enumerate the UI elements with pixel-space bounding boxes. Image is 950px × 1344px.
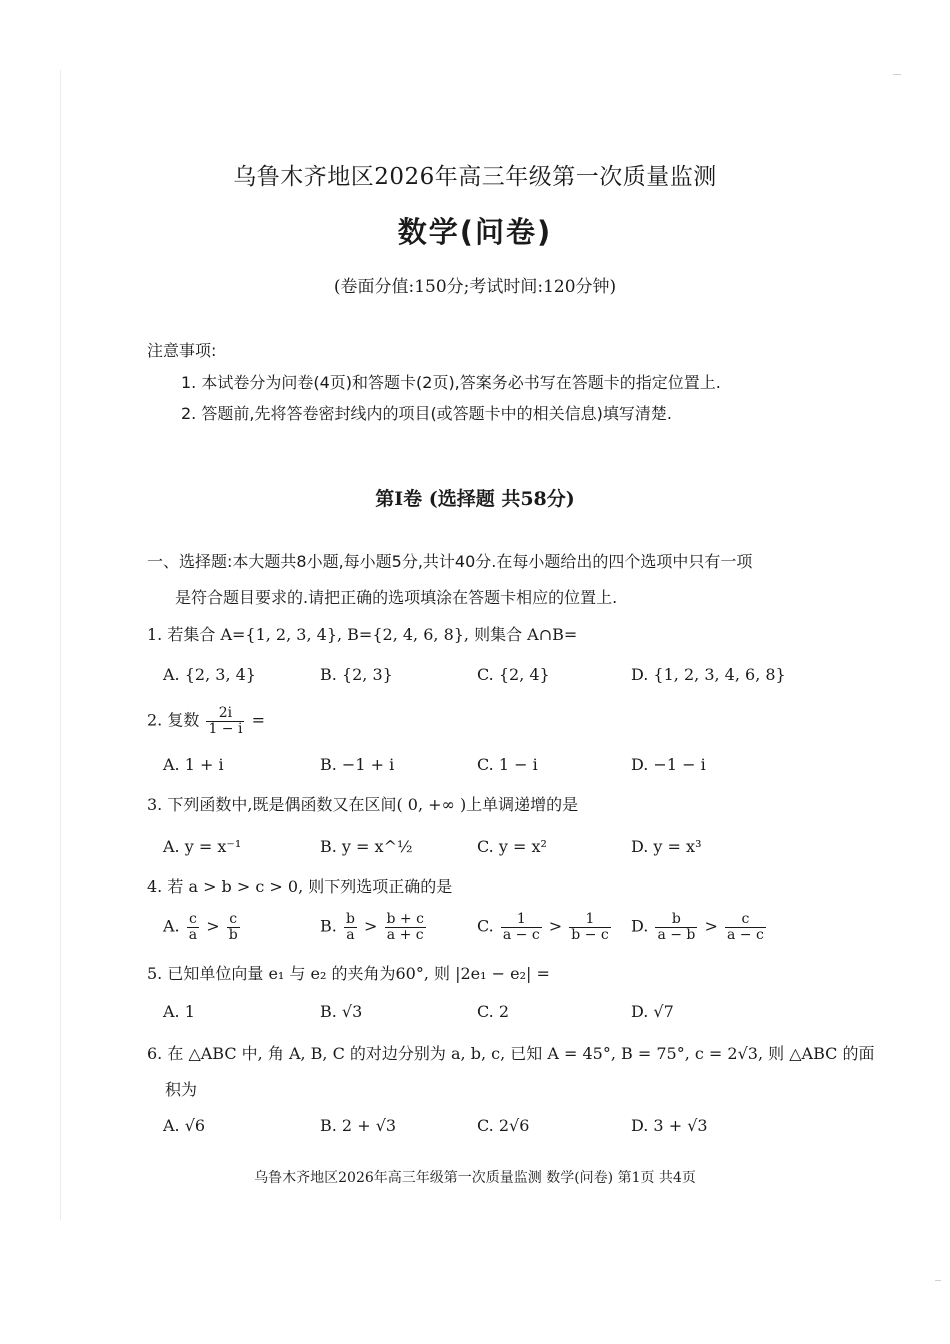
q2-fraction: [206, 706, 244, 736]
q4-option-a: [163, 912, 242, 942]
q3-option-d: D. y = x³: [631, 837, 702, 856]
q4-option-a-right-frac: [227, 912, 240, 942]
q6-option-b: B. 2 + √3: [320, 1116, 397, 1135]
q4-option-c-operator: >: [548, 916, 563, 936]
q5-option-d: D. √7: [631, 1002, 674, 1021]
question-5-stem: 5. 已知单位向量 e₁ 与 e₂ 的夹角为60°, 则 |2e₁ − e₂| =: [147, 964, 550, 983]
question-6-stem-line1: 6. 在 △ABC 中, 角 A, B, C 的对边分别为 a, b, c, 已知 A = 45°, B = 75°, c = 2√3, 则 △ABC 的面: [147, 1044, 875, 1063]
frac-denominator: b: [228, 926, 238, 943]
q4-option-d: [631, 912, 768, 942]
q5-option-b: B. √3: [320, 1002, 363, 1021]
q6-option-a: A. √6: [163, 1116, 206, 1135]
q4-option-a-operator: >: [206, 916, 220, 936]
q4-option-b: [320, 912, 428, 942]
frac-numerator: 1: [569, 912, 610, 928]
q1-option-b: B. {2, 3}: [320, 665, 393, 684]
q3-option-b: B. y = x^½: [320, 837, 413, 856]
question-1-stem: 1. 若集合 A={1, 2, 3, 4}, B={2, 4, 6, 8}, 则集合 A∩B=: [147, 625, 578, 644]
q4-option-c-left-frac: [501, 912, 542, 942]
frac-numerator: b: [655, 912, 697, 928]
q4-option-a-left-frac: [187, 912, 199, 942]
exam-info: (卷面分值:150分;考试时间:120分钟): [333, 277, 617, 297]
q4-option-b-operator: >: [364, 916, 378, 936]
q1-option-a: A. {2, 3, 4}: [163, 665, 256, 684]
frac-numerator: c: [187, 912, 199, 928]
q4-option-b-right-frac: [385, 912, 426, 942]
q4-option-d-left-frac: [655, 912, 697, 942]
scan-mark: [893, 74, 901, 75]
q2-option-c: C. 1 − i: [477, 755, 538, 774]
exam-title: 乌鲁木齐地区2026年高三年级第一次质量监测: [233, 164, 717, 190]
q4-option-c: [477, 912, 613, 942]
q5-option-c: C. 2: [477, 1002, 510, 1021]
q1-option-c: C. {2, 4}: [477, 665, 550, 684]
section-instruction-line2: 是符合题目要求的.请把正确的选项填涂在答题卡相应的位置上.: [175, 588, 618, 607]
q2-stem-suffix: =: [251, 710, 265, 730]
q4-option-b-label: B.: [320, 916, 337, 936]
question-4-stem: 4. 若 a > b > c > 0, 则下列选项正确的是: [147, 877, 453, 896]
q4-option-d-right-frac: [725, 912, 766, 942]
page-footer: 乌鲁木齐地区2026年高三年级第一次质量监测 数学(问卷) 第1页 共4页: [254, 1170, 696, 1186]
frac-numerator: c: [227, 912, 240, 928]
frac-denominator: a − c: [502, 926, 540, 943]
frac-numerator: b + c: [386, 911, 424, 927]
q6-option-c: C. 2√6: [477, 1116, 530, 1135]
exam-subtitle: 数学(问卷): [397, 215, 553, 249]
q5-option-a: A. 1: [163, 1002, 195, 1021]
frac-numerator: b: [345, 911, 355, 927]
q2-option-d: D. −1 − i: [631, 755, 706, 774]
question-6-stem-line2: 积为: [165, 1080, 198, 1099]
note-item-2: 2. 答题前,先将答卷密封线内的项目(或答题卡中的相关信息)填写清楚.: [181, 404, 673, 423]
question-3-stem: 3. 下列函数中,既是偶函数又在区间( 0, +∞ )上单调递增的是: [147, 795, 579, 814]
section-instruction-line1: 一、选择题:本大题共8小题,每小题5分,共计40分.在每小题给出的四个选项中只有一项: [147, 552, 753, 571]
question-2-stem: [147, 706, 265, 736]
frac-denominator: a − b: [657, 926, 696, 943]
q4-option-a-label: A.: [163, 916, 180, 936]
q3-option-a: A. y = x⁻¹: [163, 837, 242, 856]
q4-option-d-label: D.: [631, 916, 649, 936]
q4-option-c-right-frac: [569, 912, 610, 942]
frac-denominator: a + c: [386, 926, 424, 943]
q4-option-c-label: C.: [477, 916, 494, 936]
frac-denominator: a − c: [726, 926, 764, 943]
note-item-1: 1. 本试卷分为问卷(4页)和答题卡(2页),答案务必书写在答题卡的指定位置上.: [181, 373, 721, 392]
q2-option-b: B. −1 + i: [320, 755, 395, 774]
frac-numerator: c: [725, 912, 766, 928]
q4-option-d-operator: >: [704, 916, 718, 936]
q2-fraction-denominator: 1 − i: [208, 720, 243, 737]
frac-denominator: a: [346, 926, 355, 943]
q6-option-d: D. 3 + √3: [631, 1116, 708, 1135]
scan-mark: [935, 1280, 941, 1281]
q4-option-b-left-frac: [344, 912, 357, 942]
q2-fraction-numerator: 2i: [206, 706, 244, 722]
q1-option-d: D. {1, 2, 3, 4, 6, 8}: [631, 665, 786, 684]
q2-stem-prefix: 2. 复数: [147, 710, 200, 730]
frac-denominator: a: [188, 926, 198, 943]
section-title: 第Ⅰ卷 (选择题 共58分): [375, 488, 575, 510]
notes-heading: 注意事项:: [147, 341, 217, 360]
frac-denominator: b − c: [571, 926, 609, 943]
frac-numerator: 1: [501, 912, 542, 928]
q2-option-a: A. 1 + i: [163, 755, 224, 774]
q3-option-c: C. y = x²: [477, 837, 547, 856]
